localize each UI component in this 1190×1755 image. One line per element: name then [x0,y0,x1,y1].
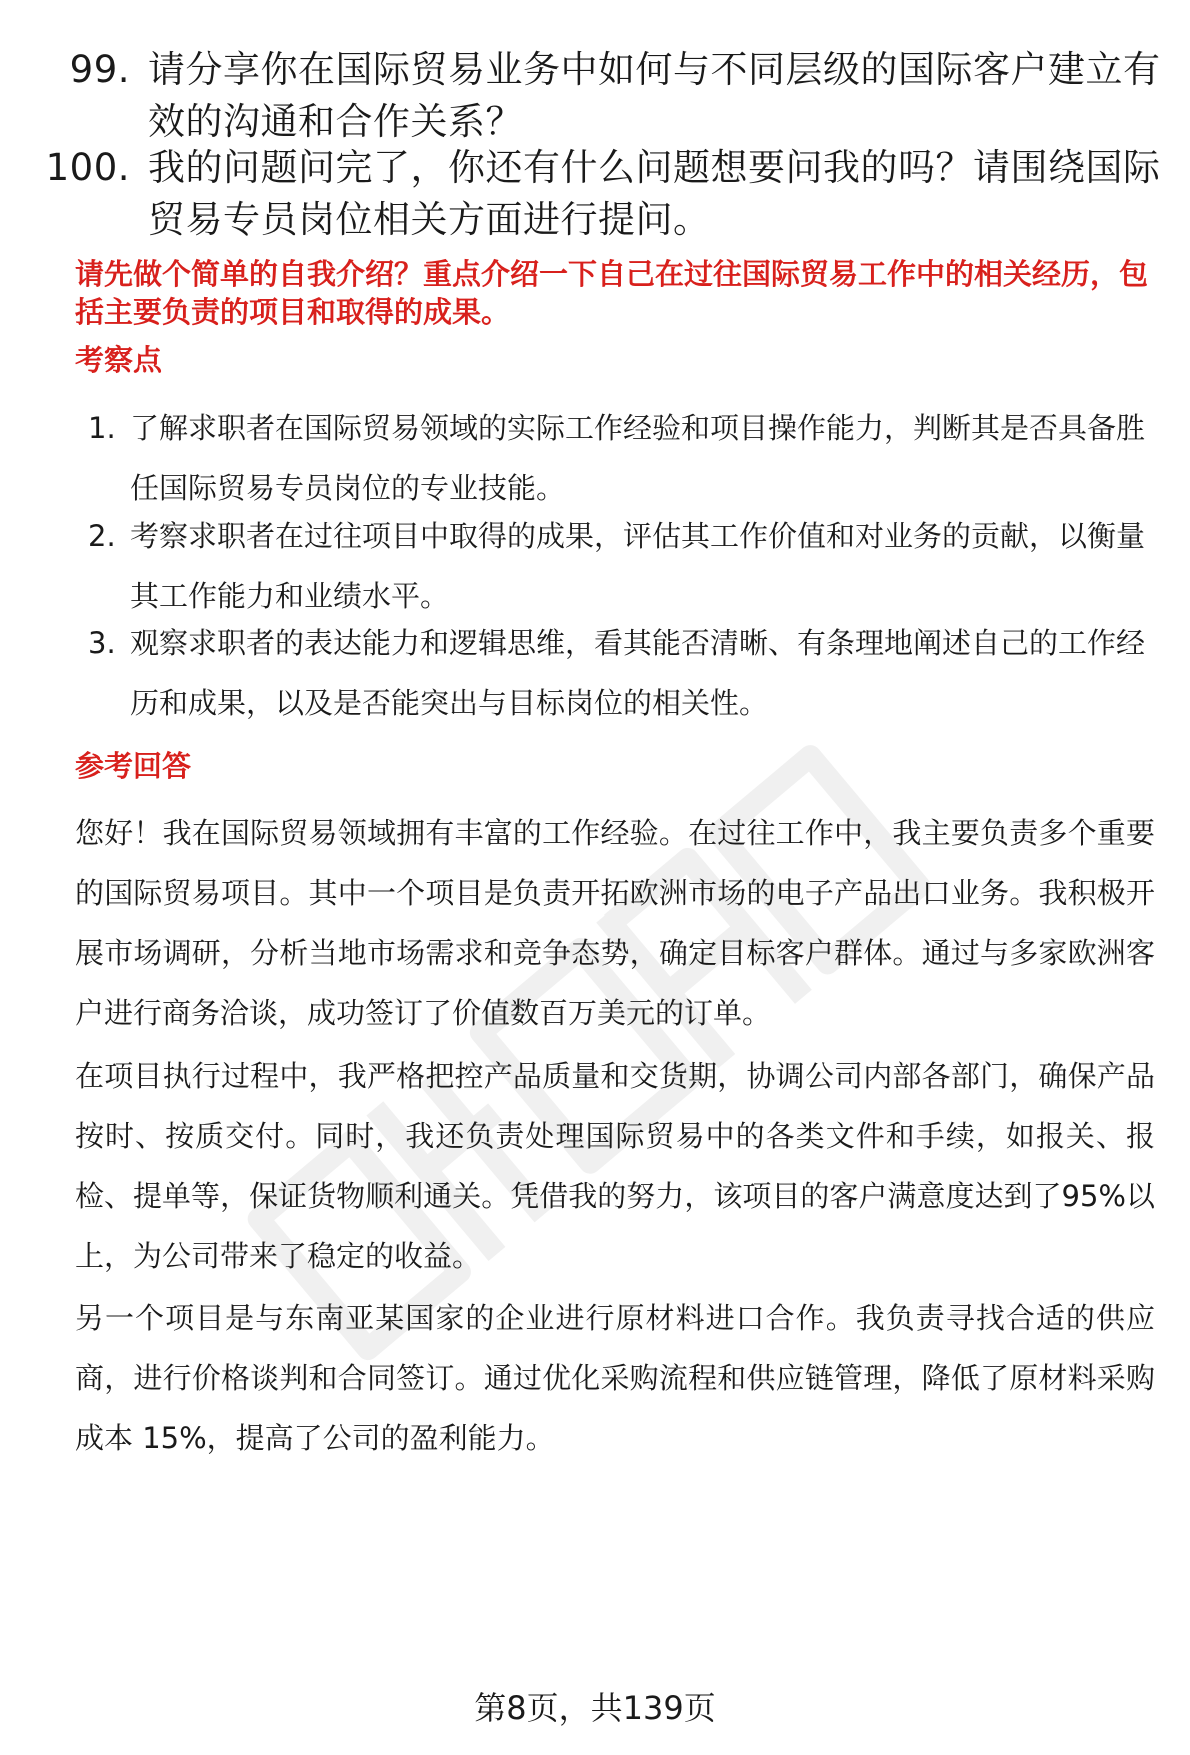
page-footer: 第8页，共139页 [474,1689,716,1727]
point-number: 2. [88,519,116,553]
question-text: 请分享你在国际贸易业务中如何与不同层级的国际客户建立有效的沟通和合作关系？ [148,48,1161,143]
section-label-answer: 参考回答 [75,749,192,783]
point-item [88,398,1158,518]
point-item [88,613,1158,733]
answer-paragraph: 您好！我在国际贸易领域拥有丰富的工作经验。在过往工作中，我主要负责多个重要的国际贸易项目。其中一个项目是负责开拓欧洲市场的电子产品出口业务。我积极开展市场调研，分析当地市场需求和竞争态势，确定目标客户群体。通过与多家欧洲客户进行商务洽谈，成功签订了价值数百万美元的订单。 [75,816,1155,1030]
question-99 [40,44,1161,148]
question-number: 100. [45,146,130,189]
point-text: 考察求职者在过往项目中取得的成果，评估其工作价值和对业务的贡献，以衡量其工作能力和业绩水平。 [130,519,1146,613]
answer-paragraph: 另一个项目是与东南亚某国家的企业进行原材料进口合作。我负责寻找合适的供应商，进行价格谈判和合同签订。通过优化采购流程和供应链管理，降低了原材料采购成本 15%，提高了公司的盈利能力。 [75,1301,1155,1455]
point-number: 3. [88,626,116,660]
question-number: 99. [69,48,130,91]
point-item [88,506,1158,626]
interview-question-heading: 请先做个简单的自我介绍？重点介绍一下自己在过往国际贸易工作中的相关经历，包括主要负责的项目和取得的成果。 [75,257,1149,329]
question-text: 我的问题问完了，你还有什么问题想要问我的吗？请围绕国际贸易专员岗位相关方面进行提问。 [148,146,1161,241]
point-number: 1. [88,411,116,445]
question-100 [40,142,1161,246]
answer-paragraph: 在项目执行过程中，我严格把控产品质量和交货期，协调公司内部各部门，确保产品按时、按质交付。同时，我还负责处理国际贸易中的各类文件和手续，如报关、报检、提单等，保证货物顺利通关。凭借我的努力，该项目的客户满意度达到了95%以上，为公司带来了稳定的收益。 [75,1059,1155,1273]
point-text: 了解求职者在国际贸易领域的实际工作经验和项目操作能力，判断其是否具备胜任国际贸易专员岗位的专业技能。 [130,411,1146,505]
section-label-points: 考察点 [75,343,163,377]
point-text: 观察求职者的表达能力和逻辑思维，看其能否清晰、有条理地阐述自己的工作经历和成果，以及是否能突出与目标岗位的相关性。 [130,626,1146,720]
